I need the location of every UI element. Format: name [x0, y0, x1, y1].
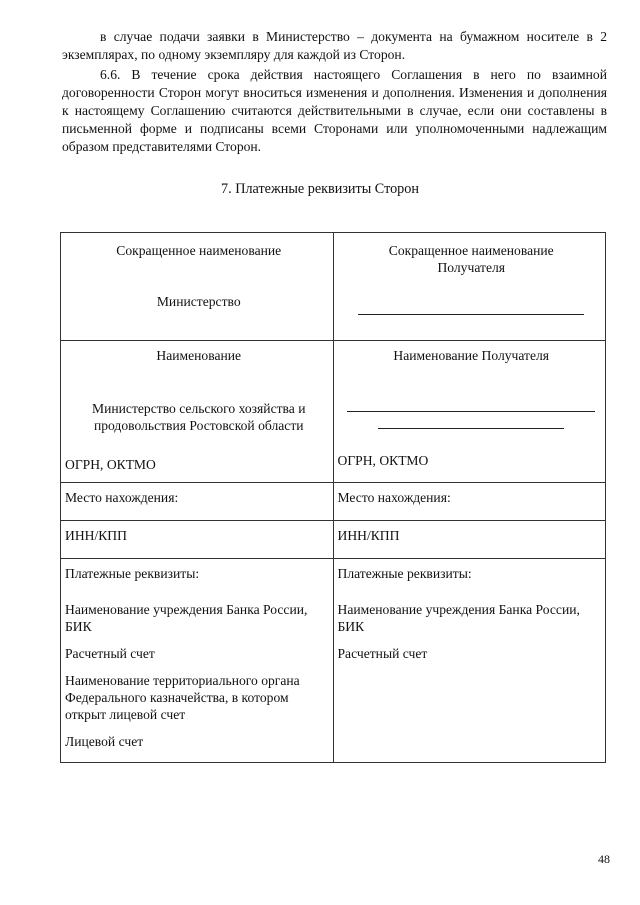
- table-cell-right: [333, 233, 606, 341]
- location-right: Место нахождения:: [337, 490, 451, 505]
- payment-details-table: [60, 232, 606, 763]
- treasury-body-left: Наименование территориального органа Федерального казначейства, в котором открыт лицевой счет: [65, 673, 300, 722]
- name-label-right: Наименование Получателя: [393, 348, 550, 363]
- name-value-left: Министерство сельского хозяйства и продовольствия Ростовской области: [92, 401, 306, 433]
- name-label-left: Наименование: [156, 348, 242, 363]
- table-cell-right: [333, 341, 606, 483]
- table-row: [61, 233, 606, 341]
- payment-details-label-right: Платежные реквизиты:: [337, 566, 472, 581]
- location-left: Место нахождения:: [65, 490, 179, 505]
- short-name-label-right: Сокращенное наименование Получателя: [388, 243, 554, 275]
- table-cell-left: [61, 521, 334, 559]
- bank-name-right: Наименование учреждения Банка России, БИК: [337, 602, 580, 634]
- inn-kpp-right: ИНН/КПП: [337, 528, 400, 543]
- ogrn-oktmo-right: ОГРН, ОКТМО: [337, 453, 429, 468]
- settlement-account-right: Расчетный счет: [337, 646, 428, 661]
- table-cell-right: [333, 559, 606, 763]
- settlement-account-left: Расчетный счет: [65, 646, 155, 661]
- blank-line: [347, 411, 595, 412]
- paragraph-6-6: 6.6. В течение срока действия настоящего Соглашения в него по взаимной договоренности Сторон могут вноситься изменения и дополнения. Изменения и дополнения к настоящему Соглашению считаются действительными в случае, если они составлены в письменной форме и подписаны всеми Сторонами или уполномоченными надлежащим образом представителями Сторон.: [62, 67, 607, 154]
- paragraph-continuation: [62, 28, 607, 64]
- table-row: [61, 521, 606, 559]
- short-name-label-left: Сокращенное наименование: [116, 243, 282, 258]
- table-cell-left: [61, 559, 334, 763]
- table-cell-right: [333, 483, 606, 521]
- table-cell-left: [61, 341, 334, 483]
- section-title: 7. Платежные реквизиты Сторон: [221, 181, 419, 197]
- blank-line: [358, 314, 584, 315]
- page-number: 48: [598, 852, 610, 866]
- bank-name-left: Наименование учреждения Банка России, БИК: [65, 602, 308, 634]
- table-row: [61, 559, 606, 763]
- paragraph-text: в случае подачи заявки в Министерство – документа на бумажном носителе в 2 экземплярах, по одному экземпляру для каждой из Сторон.: [62, 29, 607, 62]
- personal-account-left: Лицевой счет: [65, 734, 144, 749]
- blank-line: [378, 428, 564, 429]
- table-cell-left: [61, 233, 334, 341]
- table-cell-left: [61, 483, 334, 521]
- ogrn-oktmo-left: ОГРН, ОКТМО: [65, 457, 156, 472]
- short-name-value-left: Министерство: [156, 294, 241, 309]
- inn-kpp-left: ИНН/КПП: [65, 528, 127, 543]
- payment-details-label-left: Платежные реквизиты:: [65, 566, 200, 581]
- table-cell-right: [333, 521, 606, 559]
- table-row: [61, 341, 606, 483]
- table-row: [61, 483, 606, 521]
